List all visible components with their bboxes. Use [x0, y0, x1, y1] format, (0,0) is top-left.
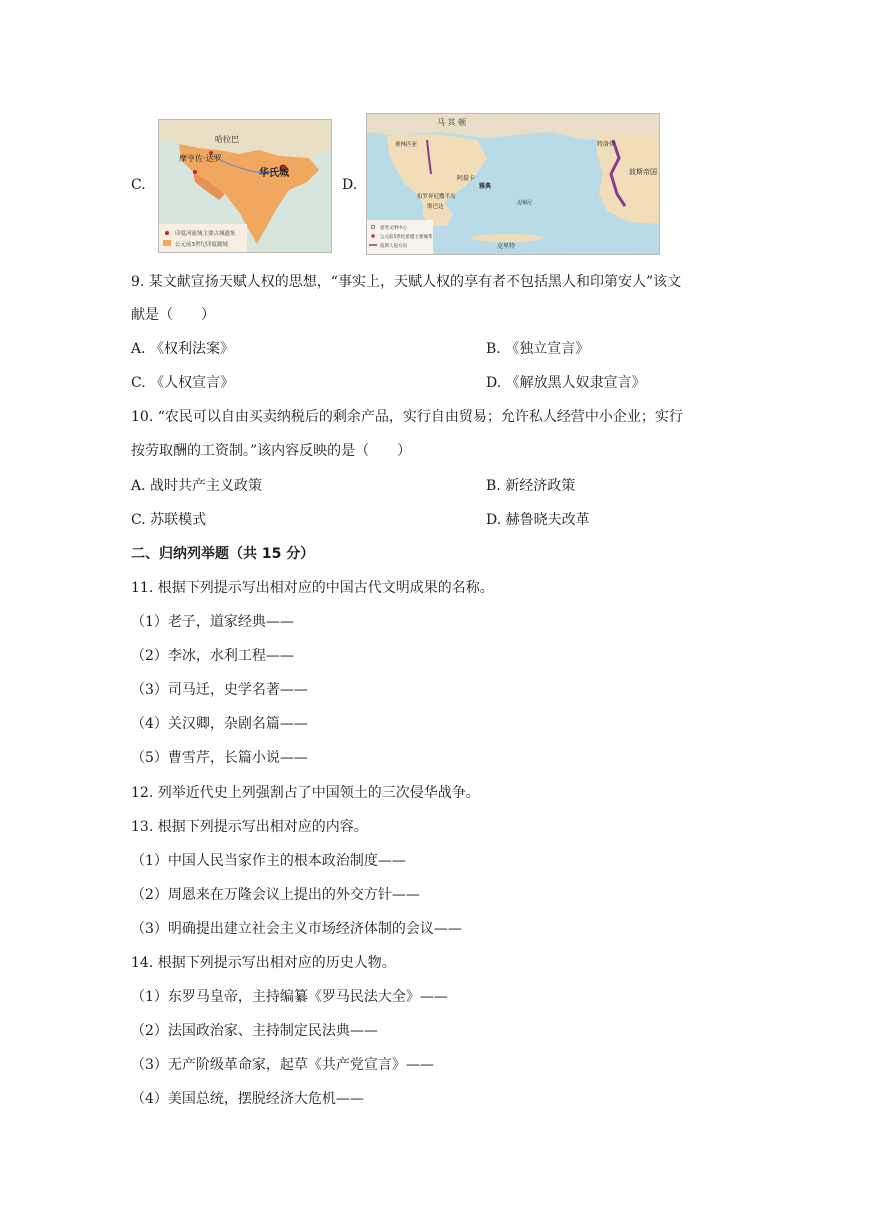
- question-14-stem: 14. 根据下列提示写出相对应的历史人物。: [131, 955, 396, 971]
- question-10-option-c: C. 苏联模式: [131, 512, 207, 528]
- option-d-label: D.: [342, 177, 358, 193]
- question-10-option-b: B. 新经济政策: [486, 478, 576, 494]
- map-d-label-mycenae: 迈锡尼: [517, 200, 533, 206]
- map-d-legend-3: 波斯人侵方向: [380, 244, 407, 249]
- section-title: 二、归纳列举题（共 15 分）: [131, 546, 315, 562]
- map-d-label-peloponnese: 伯罗奔尼撒半岛: [417, 194, 456, 200]
- question-11-stem: 11. 根据下列提示写出相对应的中国古代文明成果的名称。: [131, 580, 494, 596]
- map-d-label-attica: 阿提卡: [457, 175, 476, 182]
- map-d-legend-1: 爱琴文明中心: [380, 226, 407, 231]
- option-c-label: C.: [131, 177, 146, 193]
- question-11-item-2: （2）李冰，水利工程——: [131, 648, 294, 664]
- question-11-item-3: （3）司马迁，史学名著——: [131, 682, 308, 698]
- question-11-item-5: （5）曹雪芹，长篇小说——: [131, 750, 308, 766]
- question-9-option-a: A. 《权利法案》: [131, 341, 235, 357]
- question-11-item-1: （1）老子，道家经典——: [131, 614, 294, 630]
- question-12-stem: 12. 列举近代史上列强割占了中国领土的三次侵华战争。: [131, 785, 480, 801]
- map-c-legend-2: 公元前3世纪印度疆域: [175, 242, 228, 248]
- map-d-label-crete: 克里特: [497, 243, 516, 250]
- map-d-label-sparta: 斯巴达: [427, 204, 444, 210]
- map-d-label-persia: 波斯帝国: [629, 168, 657, 176]
- map-c-legend-1: 印度河流域主要古城遗址: [175, 231, 236, 237]
- question-11-item-4: （4）关汉卿，杂剧名篇——: [131, 716, 308, 732]
- question-10-option-d: D. 赫鲁晓夫改革: [486, 512, 590, 528]
- greece-map-image: [366, 113, 660, 255]
- india-map-image: [158, 119, 332, 253]
- question-9-option-d: D. 《解放黑人奴隶宣言》: [486, 375, 646, 391]
- question-10-stem-line-1: 10. “农民可以自由买卖纳税后的剩余产品，实行自由贸易；允许私人经营中小企业；实行: [131, 409, 683, 425]
- map-c-label-mohenjo-daro: 摩亨佐·达罗: [179, 154, 222, 163]
- question-9-stem-line-1: 9. 某文献宣扬天赋人权的思想，“事实上，天赋人权的享有者不包括黑人和印第安人”该文: [131, 274, 682, 290]
- question-9-option-b: B. 《独立宣言》: [486, 341, 590, 357]
- question-13-stem: 13. 根据下列提示写出相对应的内容。: [131, 819, 368, 835]
- map-c-label-pataliputra: 华氏城: [259, 168, 289, 179]
- question-13-item-3: （3）明确提出建立社会主义市场经济体制的会议——: [131, 921, 462, 937]
- map-d-legend-2: 公元前5世纪希腊主要城邦: [380, 235, 433, 240]
- map-d-label-olympia: 奥林匹亚: [395, 142, 418, 148]
- question-9-option-c: C. 《人权宣言》: [131, 375, 235, 391]
- question-13-item-1: （1）中国人民当家作主的根本政治制度——: [131, 853, 406, 869]
- map-d-label-troy: 特洛伊: [597, 141, 616, 148]
- question-14-item-3: （3）无产阶级革命家，起草《共产党宣言》——: [131, 1057, 434, 1073]
- question-9-stem-line-2: 献是（ ）: [131, 307, 215, 323]
- question-10-stem-line-2: 按劳取酬的工资制。”该内容反映的是（ ）: [131, 443, 412, 459]
- question-14-item-2: （2）法国政治家、主持制定民法典——: [131, 1023, 378, 1039]
- map-d-title: 马 其 顿: [437, 118, 467, 127]
- question-14-item-1: （1）东罗马皇帝，主持编纂《罗马民法大全》——: [131, 989, 448, 1005]
- map-d-label-athens: 雅典: [479, 183, 492, 190]
- question-14-item-4: （4）美国总统，摆脱经济大危机——: [131, 1091, 364, 1107]
- map-c-label-harappa: 哈拉巴: [215, 135, 239, 144]
- question-10-option-a: A. 战时共产主义政策: [131, 478, 263, 494]
- question-13-item-2: （2）周恩来在万隆会议上提出的外交方针——: [131, 887, 420, 903]
